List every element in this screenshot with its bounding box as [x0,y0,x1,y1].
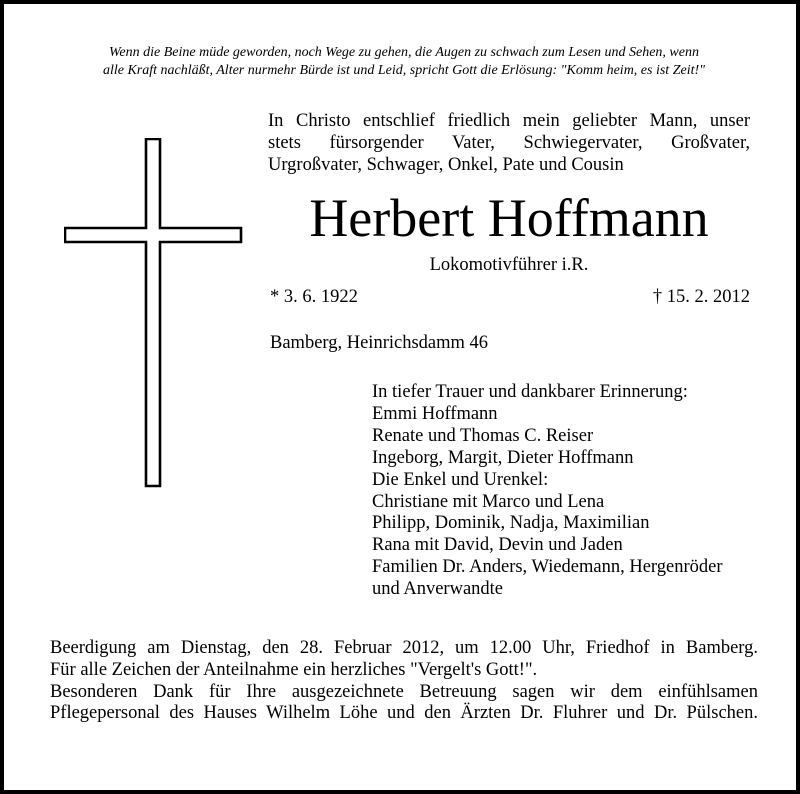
mourner-line: Die Enkel und Urenkel: [372,469,549,490]
epigraph-quote [34,44,774,80]
thanks-line: Besonderen Dank für Ihre ausgezeichnete Betreuung sagen wir dem einfühlsamen [50,681,758,702]
address: Bamberg, Heinrichsdamm 46 [270,333,489,353]
mourner-line: Rana mit David, Devin und Jaden [372,535,623,556]
mourner-line: und Anverwandte [372,579,504,600]
thanks-line: Pflegepersonal des Hauses Wilhelm Löhe und den Ärzten Dr. Fluhrer und Dr. Pülschen. [50,703,758,724]
mourner-line: Christiane mit Marco und Lena [372,491,605,512]
funeral-info [50,638,758,725]
mourner-line: Familien Dr. Anders, Wiedemann, Hergenröder [372,557,723,578]
cross-icon [64,138,244,488]
deceased-name: Herbert Hoffmann [309,188,709,248]
mourner-line: Philipp, Dominik, Nadja, Maximilian [372,513,650,534]
funeral-line: Für alle Zeichen der Anteilnahme ein herzliches "Vergelt's Gott!". [50,659,538,680]
birth-date: * 3. 6. 1922 [270,287,358,307]
mourners-list [372,382,772,601]
mourner-line: Emmi Hoffmann [372,403,498,424]
epigraph-line: alle Kraft nachläßt, Alter nurmehr Bürde ist und Leid, spricht Gott die Erlösung: "Komm heim, es ist Zeit!" [102,63,706,78]
epigraph-line: Wenn die Beine müde geworden, noch Wege zu gehen, die Augen zu schwach zum Lesen und Sehen, wenn [109,45,699,60]
funeral-line: Beerdigung am Dienstag, den 28. Februar 2012, um 12.00 Uhr, Friedhof in Bamberg. [50,638,758,658]
intro-line: Urgroßvater, Schwager, Onkel, Pate und Cousin [268,155,624,175]
mourner-line: Renate und Thomas C. Reiser [372,425,594,446]
deceased-profession: Lokomotivführer i.R. [429,255,589,275]
intro-text [268,110,750,176]
intro-line: stets fürsorgender Vater, Schwiegervater, Großvater, [268,133,750,153]
mourners-heading: In tiefer Trauer und dankbarer Erinnerung: [372,382,688,402]
mourner-line: Ingeborg, Margit, Dieter Hoffmann [372,447,634,468]
intro-line: In Christo entschlief friedlich mein geliebter Mann, unser [268,111,750,131]
death-date: † 15. 2. 2012 [652,287,750,307]
